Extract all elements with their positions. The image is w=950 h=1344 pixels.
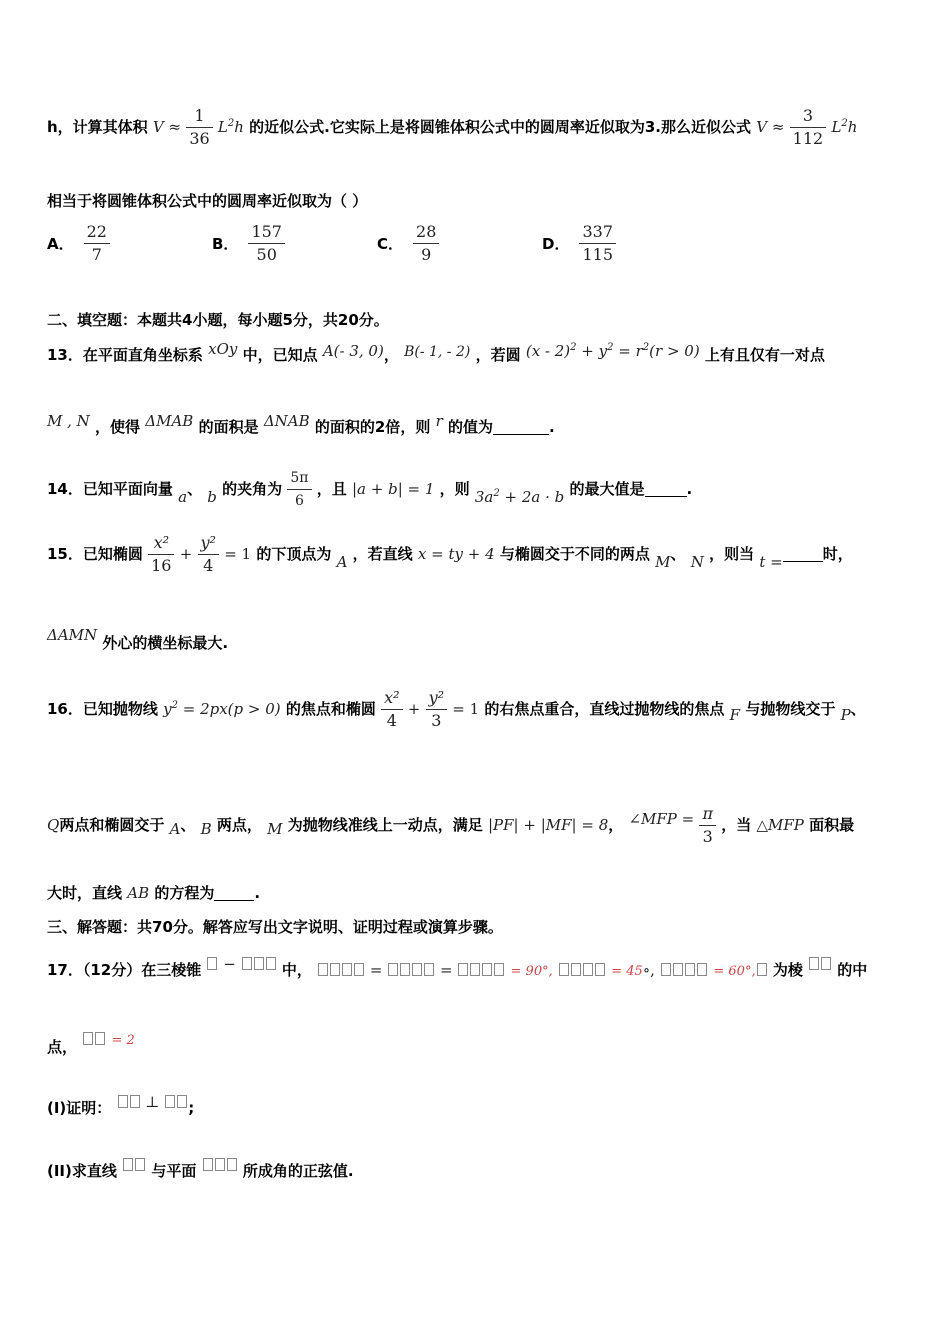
q15-point-a: A	[336, 553, 348, 571]
q16-line3: 大时，直线 AB 的方程为 .	[47, 884, 261, 902]
q16-point-q: Q	[47, 816, 60, 834]
q16-frac-y: $\frac{\text{y²}}{3}$	[426, 688, 447, 731]
q14-condition: |a + b| = 1	[351, 480, 435, 498]
q14-line: 14．已知平面向量 a、 b 的夹角为 $\frac{5\pi}{6}$ ，且 |a + b| = 1 ，则 $3a^2 + 2a \cdot b$ 的最大值是 .	[47, 470, 693, 509]
q13-r: r	[435, 412, 443, 430]
q13-triangle-nab: ΔNAB	[263, 412, 310, 430]
q13-circle-eq: $(x - 2)^2 + y^2 = r^2(r > 0)$	[525, 342, 700, 360]
q16-focus-f: F	[729, 706, 741, 724]
q12-option-b: B． $\frac{157}{50}$	[212, 222, 285, 265]
q17-condition-d: = 2	[82, 1030, 135, 1048]
q14-angle: $\frac{5\pi}{6}$	[287, 468, 311, 511]
q16-point-m: M	[267, 820, 283, 838]
q12-option-d: D． $\frac{337}{115}$	[542, 222, 616, 265]
q17-missing-glyphs: −	[206, 955, 276, 973]
q13-xoy: xOy	[208, 340, 238, 358]
option-b-fraction: $\frac{157}{50}$	[248, 222, 285, 265]
q12-formula2: V ≈	[756, 118, 785, 136]
q16-answer-blank[interactable]	[214, 886, 254, 901]
q15-t: t =	[759, 553, 783, 571]
q12-formula1-fraction: $\frac{1}{36}$	[186, 106, 212, 149]
q15-frac-x: $\frac{\text{x²}}{16}$	[148, 533, 174, 576]
q16-points-ab: A	[169, 820, 181, 838]
q13-mn: M , N	[47, 412, 90, 430]
q17-line2: 点， = 2	[47, 1030, 135, 1057]
q14-vec-b: b	[207, 488, 217, 506]
q17-line1: 17．（12分）在三棱锥 − 中， = = = 90°, = 45∘, = 60°, 为棱 的中	[47, 955, 868, 979]
q12-formula1: V ≈	[152, 118, 182, 136]
section2-heading: 二、填空题：本题共4小题，每小题5分，共20分。	[47, 311, 389, 329]
q15-line2: ΔAMN 外心的横坐标最大.	[47, 626, 229, 652]
q12-lead: h，计算其体积	[47, 118, 148, 136]
q16-line-ab: AB	[127, 884, 150, 902]
q16-line1: 16．已知抛物线 $y^2 = 2px(p > 0)$ 的焦点和椭圆 $\frac{\text{x²}}{4}$ + $\frac{\text{y²}}{3}$ = 1 的右焦点重合，直线过抛物线的焦点 F 与抛物线交于 P、	[47, 688, 866, 730]
q12-formula2-fraction: $\frac{3}{112}$	[790, 106, 827, 149]
q13-point-b: B(- 1, - 2)	[404, 344, 471, 360]
q15-triangle: ΔAMN	[47, 626, 98, 644]
q12-option-c: C． $\frac{28}{9}$	[377, 222, 439, 265]
q15-frac-y: $\frac{\text{y²}}{4}$	[198, 533, 219, 576]
q17-condition-a: = = = 90°,	[317, 961, 553, 979]
q12-line2: 相当于将圆锥体积公式中的圆周率近似取为（ ）	[47, 192, 368, 210]
q16-frac-x: $\frac{\text{x²}}{4}$	[381, 688, 402, 731]
q16-line2: Q两点和椭圆交于 A、 B 两点， M 为抛物线准线上一动点，满足 |PF| + |MF| = 8， ∠MFP = $\frac{\pi}{3}$ ，当 △MFP 面积最	[47, 804, 855, 846]
q17-part2: (II)求直线 与平面 所成角的正弦值.	[47, 1156, 354, 1181]
q17-condition-c: = 60°,	[660, 961, 767, 979]
q16-triangle: △MFP	[756, 816, 804, 834]
q13-line2: M , N ，使得 ΔMAB 的面积是 ΔNAB 的面积的2倍，则 r 的值为 .	[47, 412, 555, 436]
q17-perp: ⊥	[117, 1093, 189, 1111]
option-d-fraction: $\frac{337}{115}$	[579, 222, 616, 265]
q15-line1: 15．已知椭圆 $\frac{\text{x²}}{16}$ + $\frac{\text{y²}}{4}$ = 1 的下顶点为 A ，若直线 x = ty + 4 与椭圆交于不同的两点 M、 N ，则当 t = 时，	[47, 533, 853, 575]
q16-point-p: P	[840, 706, 851, 724]
q15-answer-blank[interactable]	[783, 547, 823, 562]
q15-points-mn: M	[655, 553, 671, 571]
q13-answer-blank[interactable]	[493, 420, 549, 435]
q15-line-eq: x = ty + 4	[417, 545, 495, 563]
q16-condition: |PF| + |MF| = 8	[488, 816, 609, 834]
q13-line1: 13．在平面直角坐标系 xOy 中，已知点 A(- 3, 0)， B(- 1, - 2) ，若圆 $(x - 2)^2 + y^2 = r^2(r > 0)$ 上有且仅有一对点	[47, 340, 825, 364]
section3-heading: 三、解答题：共70分。解答应写出文字说明、证明过程或演算步骤。	[47, 918, 503, 936]
q17-condition-b: = 45∘,	[558, 961, 655, 979]
q13-triangle-mab: ΔMAB	[145, 412, 194, 430]
q12-mid: 的近似公式.它实际上是将圆锥体积公式中的圆周率近似取为3.那么近似公式	[249, 118, 752, 136]
q14-expression: $3a^2 + 2a \cdot b$	[474, 488, 565, 506]
q16-angle-fraction: $\frac{\pi}{3}$	[699, 804, 716, 847]
q16-angle: ∠MFP =	[628, 810, 695, 828]
q16-parabola: $y^2 = 2px(p > 0)$	[163, 700, 281, 718]
q13-point-a: A(- 3, 0)	[322, 342, 384, 360]
q14-vec-a: a	[178, 488, 188, 506]
q12-line1: h，计算其体积 V ≈ $\frac{1}{36}$ $L^2h$ 的近似公式.它实际上是将圆锥体积公式中的圆周率近似取为3.那么近似公式 V ≈ $\frac{3}{112}$ $L^2h$	[47, 106, 858, 148]
q17-part1: (I)证明： ⊥ ;	[47, 1093, 195, 1117]
option-c-fraction: $\frac{28}{9}$	[413, 222, 439, 265]
q12-option-a: A． $\frac{22}{7}$	[47, 222, 110, 265]
option-a-fraction: $\frac{22}{7}$	[84, 222, 110, 265]
q14-answer-blank[interactable]	[645, 482, 687, 497]
